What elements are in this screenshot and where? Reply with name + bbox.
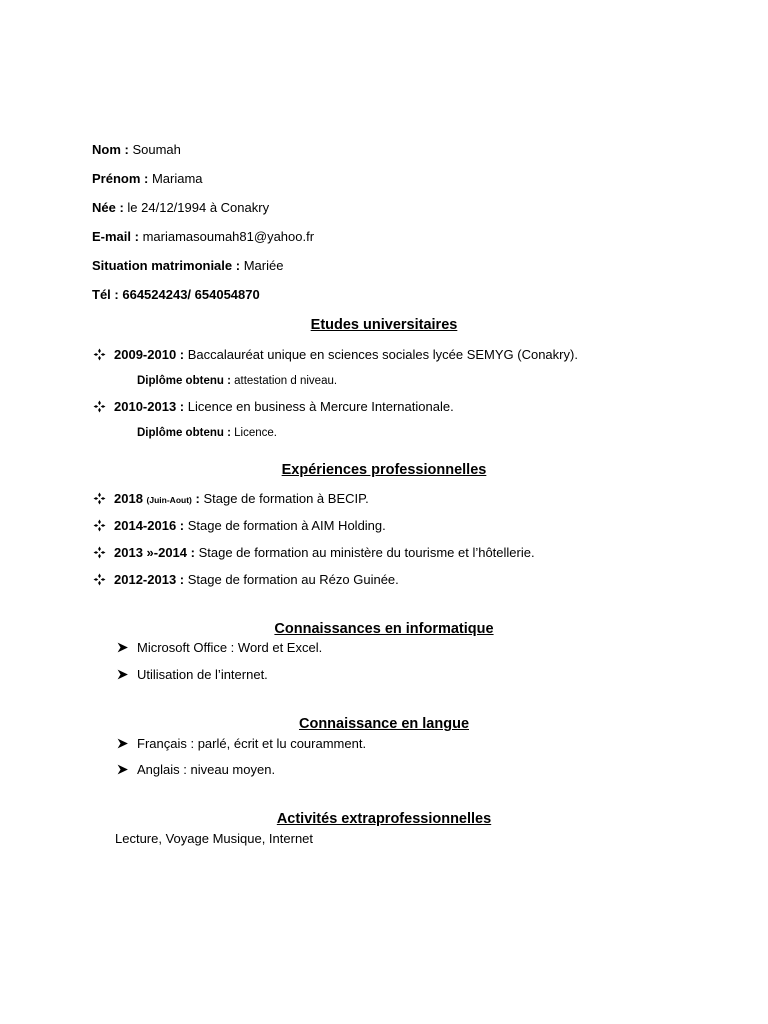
- diamond-bullet-icon: [93, 519, 106, 532]
- experience-item-1: [114, 491, 369, 508]
- diamond-bullet-icon: [93, 348, 106, 361]
- language-text: parlé, écrit et lu couramment.: [197, 736, 367, 751]
- birth-line: [92, 200, 269, 216]
- education-period: 2010-2013 :: [114, 399, 185, 414]
- name-label: Nom :: [92, 142, 129, 157]
- experience-period: 2013 »-2014 :: [114, 545, 195, 560]
- email-label: E-mail :: [92, 229, 139, 244]
- experience-text: Stage de formation à AIM Holding.: [187, 518, 386, 533]
- experience-item-2: [114, 518, 386, 534]
- arrow-bullet-icon: [116, 668, 129, 681]
- diamond-bullet-icon: [93, 546, 106, 559]
- computing-text: Utilisation de l’internet.: [137, 667, 268, 682]
- diploma-value: Licence.: [234, 427, 277, 439]
- experience-sep: :: [195, 491, 200, 506]
- arrow-bullet-icon: [116, 641, 129, 654]
- diamond-bullet-icon: [93, 400, 106, 413]
- experience-period: 2018: [114, 491, 143, 506]
- language-label: Anglais :: [137, 762, 187, 777]
- experience-heading: Expériences professionnelles: [281, 462, 487, 478]
- languages-item-2: [137, 762, 275, 778]
- marital-value: Mariée: [243, 258, 284, 273]
- marital-line: [92, 258, 283, 274]
- diamond-bullet-icon: [93, 573, 106, 586]
- computing-item-2: [137, 667, 268, 683]
- diploma-value: attestation d niveau.: [234, 375, 338, 387]
- education-item-2: [114, 399, 454, 415]
- education-period: 2009-2010 :: [114, 347, 185, 362]
- email-value: mariamasoumah81@yahoo.fr: [142, 229, 315, 244]
- experience-item-4: [114, 572, 399, 588]
- experience-text: Stage de formation à BECIP.: [203, 491, 369, 506]
- activities-heading: Activités extraprofessionnelles: [276, 811, 492, 827]
- phone-line: [92, 287, 260, 303]
- name-line: [92, 142, 181, 158]
- birth-value: le 24/12/1994 à Conakry: [127, 200, 270, 215]
- arrow-bullet-icon: [116, 737, 129, 750]
- phone-value: 664524243/ 654054870: [122, 287, 260, 302]
- language-label: Français :: [137, 736, 195, 751]
- computing-item-1: [137, 640, 322, 656]
- computing-text: Word et Excel.: [237, 640, 323, 655]
- language-text: niveau moyen.: [190, 762, 276, 777]
- experience-period: 2012-2013 :: [114, 572, 185, 587]
- education-item-1: [114, 347, 578, 363]
- phone-label: Tél :: [92, 287, 119, 302]
- diamond-bullet-icon: [93, 492, 106, 505]
- education-heading: Etudes universitaires: [310, 317, 458, 333]
- experience-text: Stage de formation au ministère du tourisme et l’hôtellerie.: [198, 545, 535, 560]
- firstname-label: Prénom :: [92, 171, 149, 186]
- arrow-bullet-icon: [116, 763, 129, 776]
- activities-text: Lecture, Voyage Musique, Internet: [115, 831, 314, 846]
- email-line: [92, 229, 314, 245]
- diploma-label: Diplôme obtenu :: [137, 427, 231, 439]
- diploma-label: Diplôme obtenu :: [137, 375, 231, 387]
- experience-text: Stage de formation au Rézo Guinée.: [187, 572, 399, 587]
- firstname-value: Mariama: [151, 171, 203, 186]
- languages-heading: Connaissance en langue: [298, 716, 470, 732]
- marital-label: Situation matrimoniale :: [92, 258, 241, 273]
- languages-item-1: [137, 736, 366, 752]
- experience-note: (Juin-Aout): [146, 495, 192, 505]
- education-diploma-1: [137, 373, 337, 389]
- computing-heading: Connaissances en informatique: [274, 621, 494, 637]
- education-diploma-2: [137, 425, 277, 441]
- firstname-line: [92, 171, 203, 187]
- experience-item-3: [114, 545, 535, 561]
- birth-label: Née :: [92, 200, 124, 215]
- education-text: Baccalauréat unique en sciences sociales lycée SEMYG (Conakry).: [187, 347, 578, 362]
- computing-label: Microsoft Office :: [137, 640, 235, 655]
- experience-period: 2014-2016 :: [114, 518, 185, 533]
- education-text: Licence en business à Mercure Internationale.: [187, 399, 454, 414]
- name-value: Soumah: [132, 142, 181, 157]
